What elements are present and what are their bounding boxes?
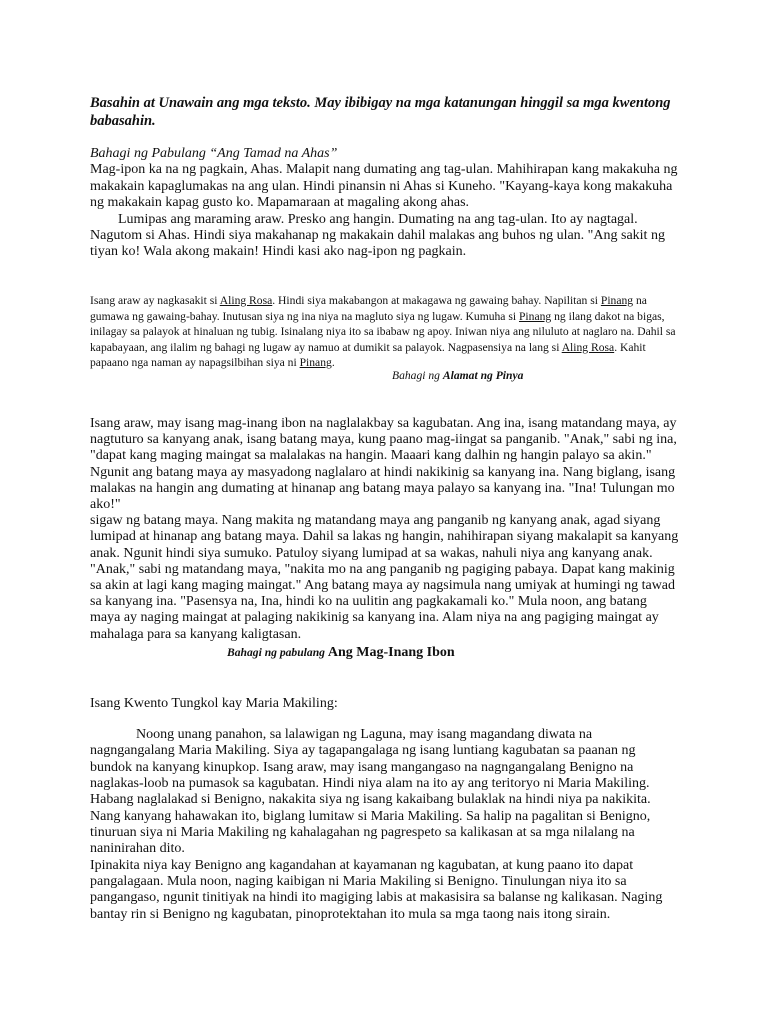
mag-inang-ibon-para-1: Isang araw, may isang mag-inang ibon na naglalakbay sa kagubatan. Ang ina, isang matandang maya, ay nagtuturo sa kanyang anak, isang batang maya, kung paano mag-iingat sa panganib. "Anak," sabi ng ina, "dapat kang maging maingat sa malalakas na hangin. Maaari kang dalhin ng hangin palayo sa akin." Ngunit ang batang maya ay masyadong naglalaro at hindi nakikinig sa kanyang ina. Nang biglang, isang malakas na hangin ang dumating at hinanap ang batang maya palayo sa kanyang ina. "Ina! Tulungan mo ako!" (90, 416, 677, 513)
mag-inang-ibon-section (90, 416, 680, 643)
pinya-text-5: . Kahit papaano nga naman ay napagsilbihan siya ni (90, 340, 646, 370)
caption-prefix: Bahagi ng (392, 369, 443, 382)
tamad-na-ahas-para-2: Lumipas ang maraming araw. Presko ang hangin. Dumating na ang tag-ulan. Ito ay nagtagal. Nagutom si Ahas. Hindi siya makahanap ng makakain dahil malakas ang buhos ng ulan. "Ang sakit ng tiyan ko! Wala akong makain! Hindi kasi ako nag-ipon ng pagkain. (90, 211, 665, 260)
mag-inang-ibon-caption (227, 645, 455, 661)
name-aling-rosa: Aling Rosa (561, 340, 615, 354)
pinya-text-3: na gumawa ng gawaing-bahay. Inutusan siya ng ina niya na magluto siya ng lugaw. Kumuha si (90, 294, 647, 323)
pinya-text-6: . (331, 356, 335, 370)
maria-makiling-para-2: Ipinakita niya kay Benigno ang kagandahan at kayamanan ng kagubatan, at kung paano ito dapat pangalagaan. Mula noon, naging kaibigan ni Maria Makiling si Benigno. Tinulungan niya ito sa pangangaso, ngunit tinitiyak na hindi ito magiging labis at makasisira sa balanse ng kalikasan. Naging bantay rin si Benigno ng kagubatan, pinoprotektahan ito mula sa mga taong nais itong sirain. (90, 857, 663, 922)
tamad-na-ahas-section (90, 146, 680, 261)
alamat-ng-pinya-caption (392, 369, 523, 382)
pinya-text-4: ng ilang dakot na bigas, inilagay sa palayok at hinaluan ng tubig. Isinalang niya ito sa ibabaw ng apoy. Iniwan niya ang niluluto at naglaro na. Dahil sa kapabayaan, ang ilalim ng bahagi ng lugaw ay namuo at dumikit sa palayok. Nagpasensiya na lang si (90, 309, 676, 354)
maria-makiling-section (90, 727, 680, 923)
instructions-heading: Basahin at Unawain ang mga teksto. May ibibigay na mga katanungan hinggil sa mga kwentong babasahin. (90, 95, 671, 129)
tamad-na-ahas-subtitle: Bahagi ng Pabulang “Ang Tamad na Ahas” (90, 146, 338, 161)
name-pinang: Pinang (600, 294, 634, 307)
tamad-na-ahas-para-1: Mag-ipon ka na ng pagkain, Ahas. Malapit nang dumating ang tag-ulan. Mahihirapan kang makakuha ng makakain kapaglumakas na ang ulan. Hindi pinansin ni Ahas si Kuneho. "Kayang-kaya kong makakuha ng makakain kapag gusto ko. Mapamaraan at magaling akong ahas. (90, 162, 678, 211)
maria-makiling-title: Isang Kwento Tungkol kay Maria Makiling: (90, 696, 338, 711)
maria-makiling-para-1: Noong unang panahon, sa lalawigan ng Laguna, may isang magandang diwata na nagngangalang Maria Makiling. Siya ay tagapangalaga ng isang luntiang kagubatan sa paanan ng bundok na kanyang kinupkop. Isang araw, may isang mangangaso na nagngangalang Benigno na naglakas-loob na pumasok sa kagubatan. Hindi niya alam na ito ay ang teritoryo ni Maria Makiling. Habang naglalakad si Benigno, nakakita siya ng isang kakaibang bulaklak na hindi niya pa nakikita. Nang kanyang hahawakan ito, biglang lumitaw si Maria Makiling. Sa halip na pagalitan si Benigno, tinuruan siya ni Maria Makiling ng kahalagahan ng pagrespeto sa kalikasan at sa mga nilalang na naninirahan dito. (90, 727, 651, 857)
name-aling-rosa: Aling Rosa (219, 294, 273, 307)
alamat-ng-pinya-excerpt (90, 293, 680, 371)
caption-prefix: Bahagi ng pabulang (227, 646, 328, 659)
mag-inang-ibon-para-2: sigaw ng batang maya. Nang makita ng matandang maya ang panganib ng kanyang anak, agad siyang lumipad at hinanap ang batang maya. Dahil sa lakas ng hangin, nahihirapan siyang makalapit sa kanyang anak. Ngunit hindi siya sumuko. Patuloy siyang lumipad at sa wakas, nahuli niya ang kanyang anak. "Anak," sabi ng matandang maya, "nakita mo na ang panganib ng pagiging pabaya. Dapat kang makinig sa akin at lagi kang maging maingat." Ang batang maya ay nagsimula nang umiyak at humingi ng tawad sa kanyang ina. "Pasensya na, Ina, hindi ko na uulitin ang pagkakamali ko." Mula noon, ang batang maya ay naging maingat at palaging nakikinig sa kanyang ina. Alam niya na ang pagiging maingat ay mahalaga para sa kanyang kaligtasan. (90, 513, 679, 642)
caption-title: Alamat ng Pinya (442, 369, 524, 382)
name-pinang: Pinang (299, 356, 332, 370)
name-pinang: Pinang (518, 309, 552, 323)
pinya-text-2: . Hindi siya makabangon at makagawa ng gawaing bahay. Napilitan si (272, 294, 601, 307)
caption-title: Ang Mag-Inang Ibon (327, 645, 455, 660)
pinya-text-1: Isang araw ay nagkasakit si (90, 294, 220, 307)
